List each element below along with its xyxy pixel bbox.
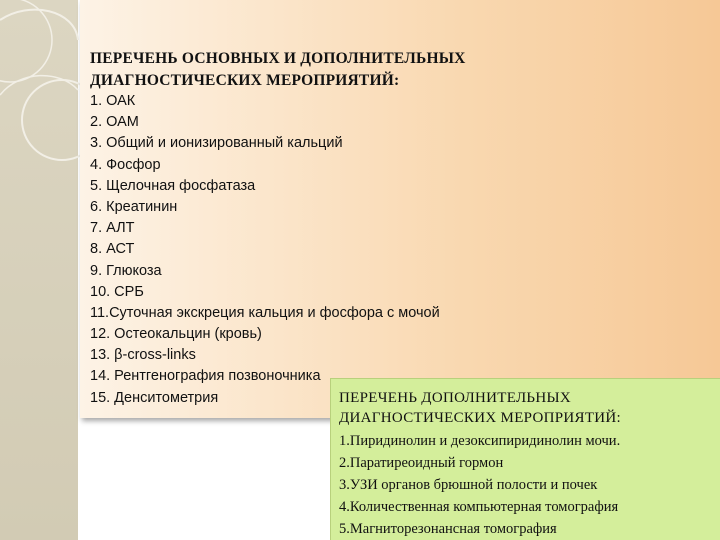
list-item: 8. АСТ: [90, 241, 135, 258]
list-item: 5. Щелочная фосфатаза: [90, 177, 256, 194]
list-item: 2.Паратиреоидный гормон: [339, 455, 504, 471]
list-item: 10. СРБ: [90, 283, 144, 300]
list-item: 14. Рентгенография позвоночника: [90, 368, 321, 385]
list-item: 7. АЛТ: [90, 220, 135, 237]
additional-title: ПЕРЕЧЕНЬ ДОПОЛНИТЕЛЬНЫХ ДИАГНОСТИЧЕСКИХ МЕРОПРИЯТИЙ:: [339, 390, 622, 426]
list-item: 9. Глюкоза: [90, 262, 162, 279]
additional-box: [330, 378, 720, 540]
list-item: 13. β-cross-links: [90, 347, 196, 364]
list-item: 3.УЗИ органов брюшной полости и почек: [339, 477, 598, 493]
list-item: 11.Суточная экскреция кальция и фосфора с мочой: [90, 304, 440, 321]
main-list: [90, 91, 690, 409]
additional-list: [339, 430, 717, 540]
list-item: 6. Креатинин: [90, 198, 178, 215]
main-title: ПЕРЕЧЕНЬ ОСНОВНЫХ И ДОПОЛНИТЕЛЬНЫХ ДИАГНОСТИЧЕСКИХ МЕРОПРИЯТИЙ:: [90, 50, 466, 89]
list-item: 1.Пиридинолин и дезоксипиридинолин мочи.: [339, 433, 621, 449]
list-item: 5.Магниторезонансная томография: [339, 521, 557, 537]
list-item: 3. Общий и ионизированный кальций: [90, 135, 343, 152]
list-item: 4.Количественная компьютерная томография: [339, 499, 619, 515]
list-item: 4. Фосфор: [90, 156, 161, 173]
list-item: 2. ОАМ: [90, 114, 139, 131]
list-item: 12. Остеокальцин (кровь): [90, 326, 262, 343]
list-item: 15. Денситометрия: [90, 389, 219, 406]
list-item: 1. ОАК: [90, 93, 136, 109]
